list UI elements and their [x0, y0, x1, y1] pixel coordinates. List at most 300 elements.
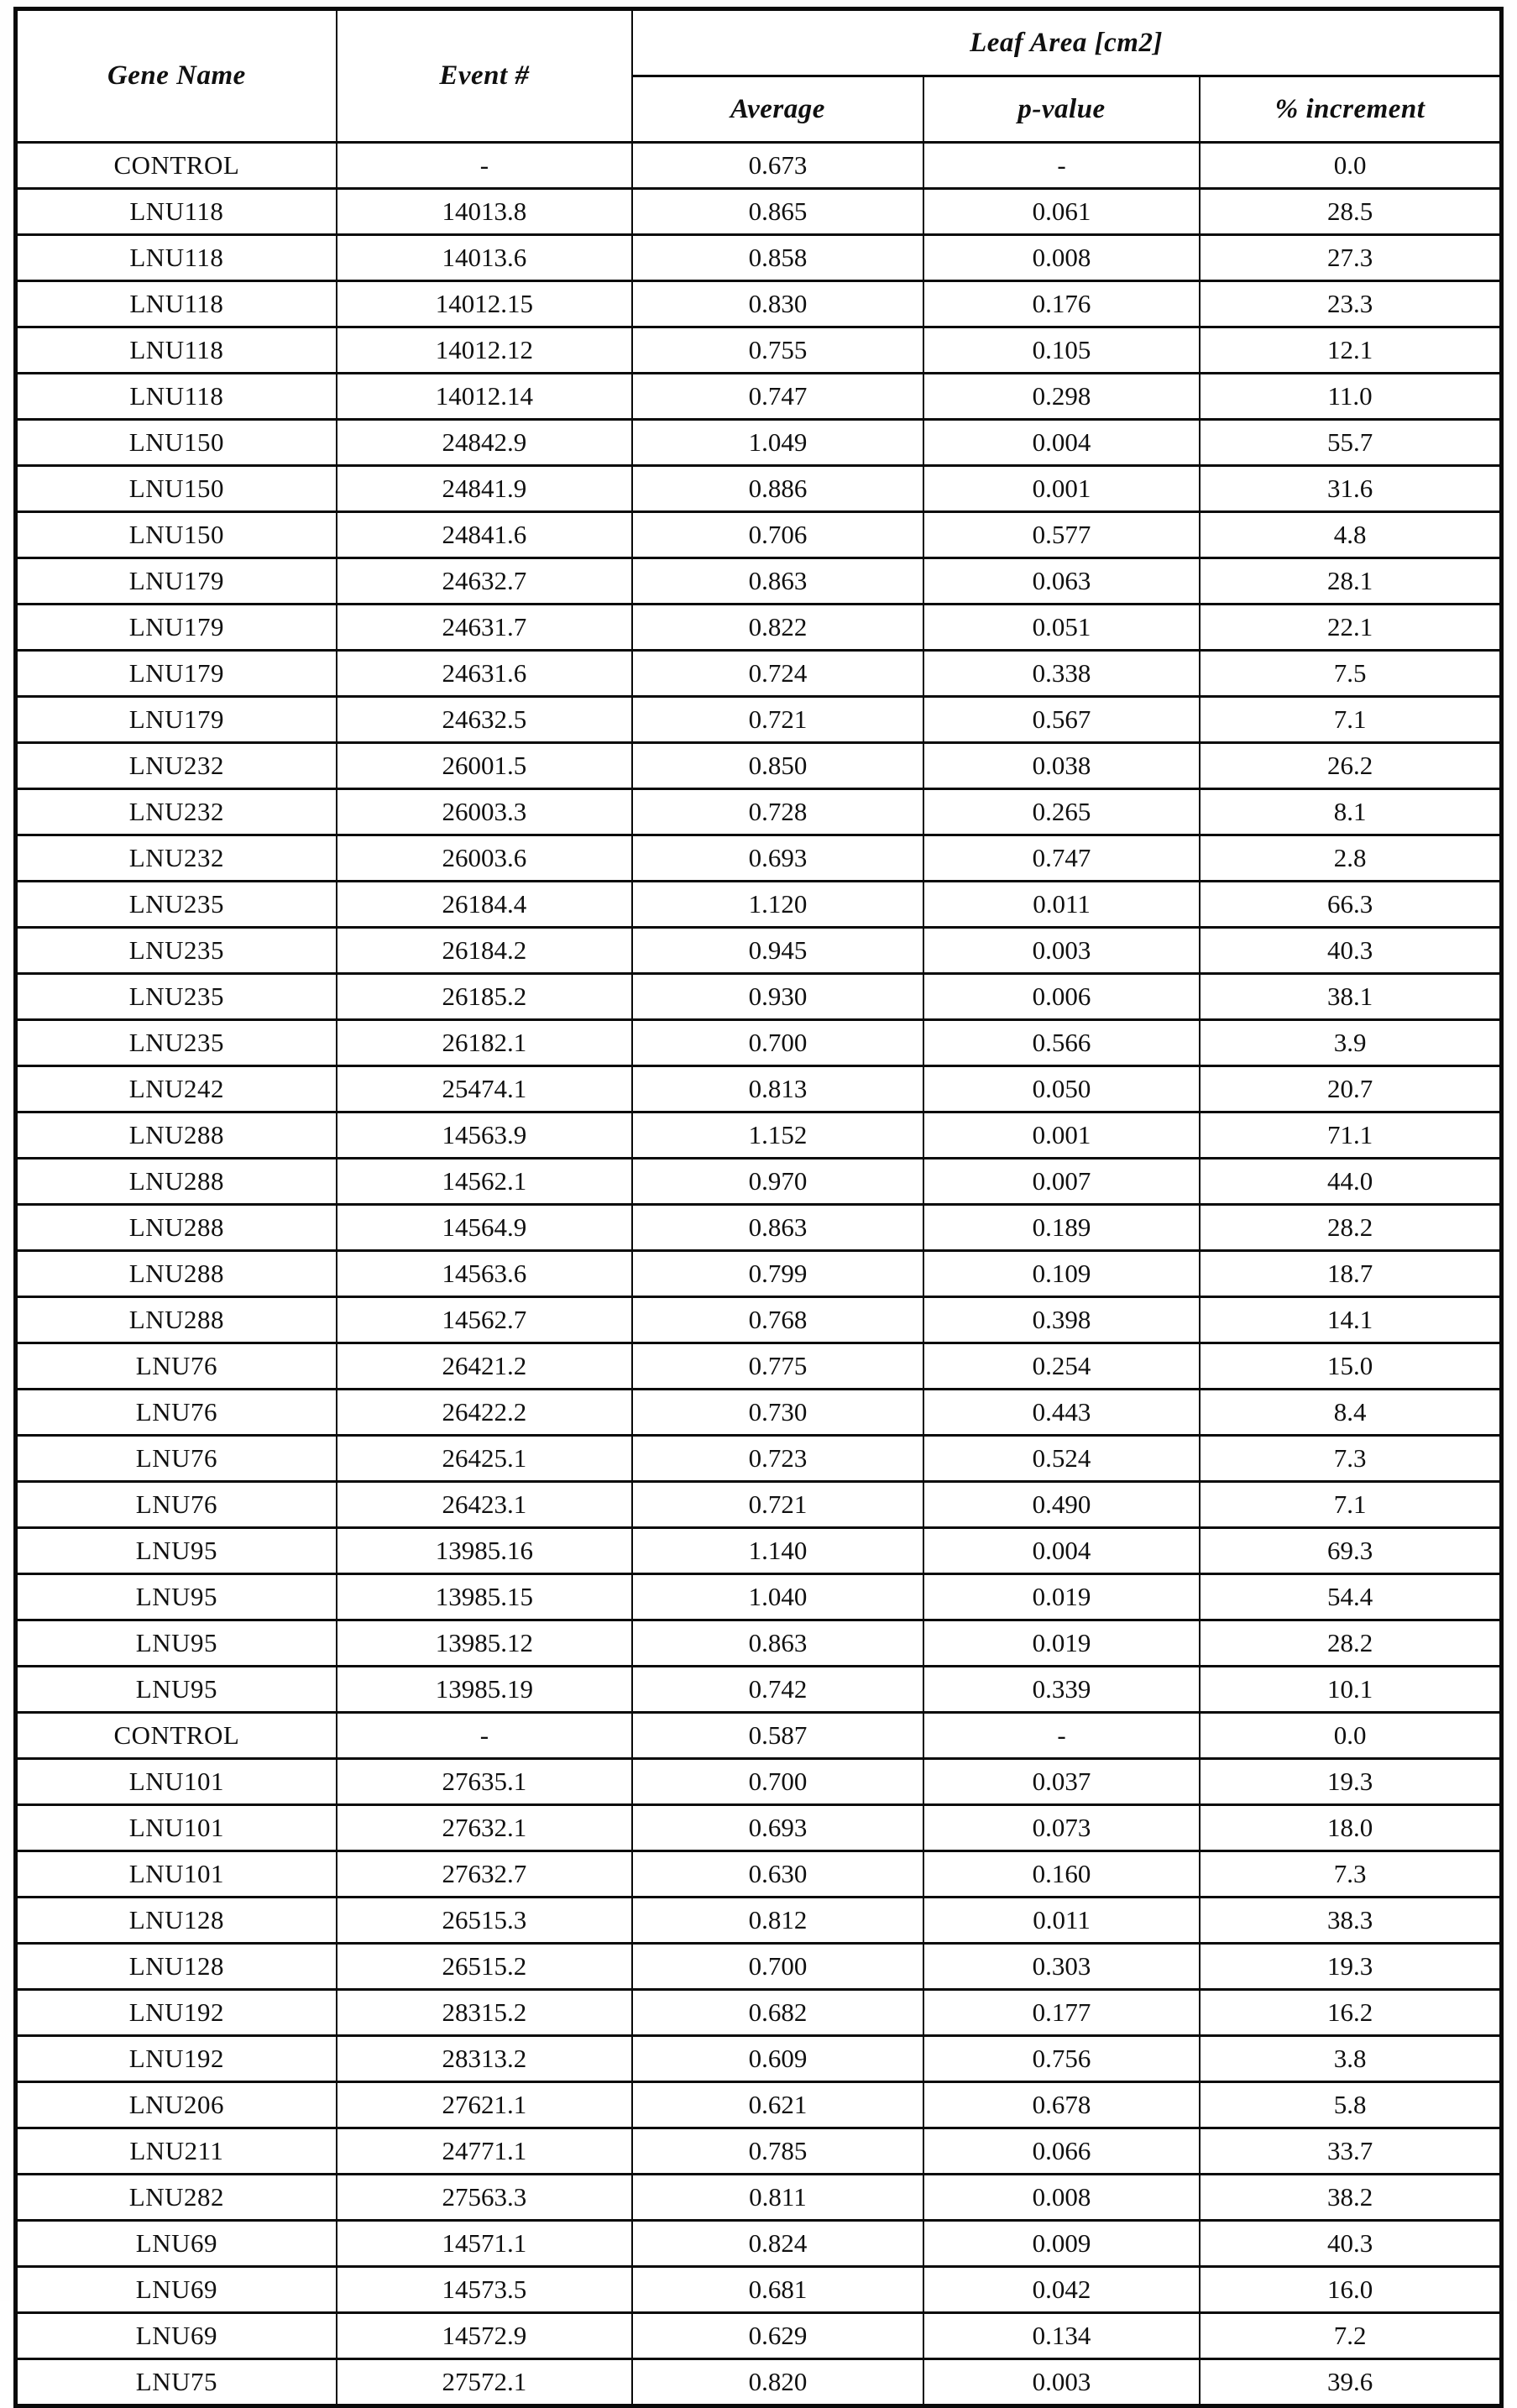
p-value-cell: 0.566 — [923, 1020, 1200, 1066]
average-cell: 0.930 — [632, 974, 923, 1020]
p-value-cell: 0.008 — [923, 235, 1200, 281]
event-cell: 26001.5 — [337, 743, 632, 789]
average-cell: 0.785 — [632, 2128, 923, 2175]
gene-name-cell: LNU76 — [16, 1390, 337, 1436]
p-value-cell: 0.051 — [923, 605, 1200, 651]
average-cell: 0.775 — [632, 1343, 923, 1390]
p-value-cell: 0.011 — [923, 882, 1200, 928]
gene-name-cell: LNU232 — [16, 743, 337, 789]
p-value-cell: 0.338 — [923, 651, 1200, 697]
average-cell: 1.152 — [632, 1112, 923, 1159]
p-value-cell: 0.577 — [923, 512, 1200, 558]
gene-name-cell: CONTROL — [16, 143, 337, 189]
gene-name-cell: LNU179 — [16, 651, 337, 697]
p-value-cell: 0.019 — [923, 1620, 1200, 1667]
average-cell: 0.768 — [632, 1297, 923, 1343]
table-row — [16, 1713, 1502, 1759]
p-value-cell: 0.678 — [923, 2082, 1200, 2128]
event-cell: 27635.1 — [337, 1759, 632, 1805]
table-row — [16, 558, 1502, 605]
increment-cell: 8.1 — [1200, 789, 1501, 835]
event-cell: 24632.7 — [337, 558, 632, 605]
gene-name-cell: LNU235 — [16, 882, 337, 928]
p-value-cell: 0.073 — [923, 1805, 1200, 1851]
gene-name-cell: LNU179 — [16, 605, 337, 651]
increment-cell: 19.3 — [1200, 1944, 1501, 1990]
gene-name-cell: LNU76 — [16, 1482, 337, 1528]
event-cell: 28313.2 — [337, 2036, 632, 2082]
average-cell: 0.755 — [632, 327, 923, 374]
average-cell: 0.673 — [632, 143, 923, 189]
average-cell: 0.724 — [632, 651, 923, 697]
increment-cell: 3.8 — [1200, 2036, 1501, 2082]
table-row — [16, 420, 1502, 466]
gene-name-cell: LNU288 — [16, 1205, 337, 1251]
table-body — [16, 143, 1502, 2406]
table-row — [16, 466, 1502, 512]
increment-cell: 0.0 — [1200, 1713, 1501, 1759]
event-cell: 26182.1 — [337, 1020, 632, 1066]
increment-cell: 38.3 — [1200, 1898, 1501, 1944]
average-cell: 0.824 — [632, 2221, 923, 2267]
p-value-cell: 0.254 — [923, 1343, 1200, 1390]
average-cell: 0.587 — [632, 1713, 923, 1759]
gene-name-cell: LNU235 — [16, 974, 337, 1020]
gene-name-cell: LNU288 — [16, 1112, 337, 1159]
event-cell: - — [337, 143, 632, 189]
increment-cell: 28.2 — [1200, 1620, 1501, 1667]
increment-cell: 55.7 — [1200, 420, 1501, 466]
increment-cell: 27.3 — [1200, 235, 1501, 281]
increment-cell: 18.7 — [1200, 1251, 1501, 1297]
increment-cell: 39.6 — [1200, 2359, 1501, 2406]
table-row — [16, 235, 1502, 281]
table-row — [16, 743, 1502, 789]
table-row — [16, 2082, 1502, 2128]
event-cell: 25474.1 — [337, 1066, 632, 1112]
event-cell: 13985.15 — [337, 1574, 632, 1620]
gene-name-cell: LNU232 — [16, 789, 337, 835]
gene-name-cell: CONTROL — [16, 1713, 337, 1759]
p-value-cell: 0.177 — [923, 1990, 1200, 2036]
table-row — [16, 1482, 1502, 1528]
average-cell: 0.830 — [632, 281, 923, 327]
average-cell: 0.629 — [632, 2313, 923, 2359]
increment-cell: 2.8 — [1200, 835, 1501, 882]
increment-cell: 66.3 — [1200, 882, 1501, 928]
increment-cell: 7.3 — [1200, 1851, 1501, 1898]
gene-name-cell: LNU288 — [16, 1159, 337, 1205]
increment-cell: 7.1 — [1200, 697, 1501, 743]
gene-name-cell: LNU282 — [16, 2175, 337, 2221]
increment-cell: 12.1 — [1200, 327, 1501, 374]
increment-cell: 3.9 — [1200, 1020, 1501, 1066]
increment-cell: 14.1 — [1200, 1297, 1501, 1343]
increment-cell: 7.5 — [1200, 651, 1501, 697]
event-cell: 26185.2 — [337, 974, 632, 1020]
increment-cell: 28.2 — [1200, 1205, 1501, 1251]
p-value-cell: 0.001 — [923, 466, 1200, 512]
gene-name-cell: LNU192 — [16, 1990, 337, 2036]
increment-cell: 40.3 — [1200, 2221, 1501, 2267]
gene-name-cell: LNU150 — [16, 512, 337, 558]
event-cell: 26425.1 — [337, 1436, 632, 1482]
average-cell: 0.863 — [632, 1620, 923, 1667]
average-cell: 0.811 — [632, 2175, 923, 2221]
col-group-header-leaf-area: Leaf Area [cm2] — [632, 9, 1501, 76]
p-value-cell: 0.038 — [923, 743, 1200, 789]
gene-name-cell: LNU242 — [16, 1066, 337, 1112]
event-cell: 26515.2 — [337, 1944, 632, 1990]
increment-cell: 16.0 — [1200, 2267, 1501, 2313]
average-cell: 0.886 — [632, 466, 923, 512]
gene-name-cell: LNU179 — [16, 558, 337, 605]
p-value-cell: 0.008 — [923, 2175, 1200, 2221]
gene-name-cell: LNU235 — [16, 1020, 337, 1066]
increment-cell: 33.7 — [1200, 2128, 1501, 2175]
event-cell: 26421.2 — [337, 1343, 632, 1390]
col-header-p-value: p-value — [923, 76, 1200, 143]
table-row — [16, 281, 1502, 327]
table-row — [16, 1528, 1502, 1574]
increment-cell: 7.2 — [1200, 2313, 1501, 2359]
table-row — [16, 189, 1502, 235]
increment-cell: 38.2 — [1200, 2175, 1501, 2221]
table-row — [16, 143, 1502, 189]
event-cell: 28315.2 — [337, 1990, 632, 2036]
event-cell: 24631.7 — [337, 605, 632, 651]
table-row — [16, 1436, 1502, 1482]
p-value-cell: 0.524 — [923, 1436, 1200, 1482]
table-row — [16, 1251, 1502, 1297]
table-row — [16, 1112, 1502, 1159]
average-cell: 0.799 — [632, 1251, 923, 1297]
average-cell: 0.693 — [632, 1805, 923, 1851]
average-cell: 0.850 — [632, 743, 923, 789]
average-cell: 0.863 — [632, 1205, 923, 1251]
gene-name-cell: LNU232 — [16, 835, 337, 882]
event-cell: 13985.19 — [337, 1667, 632, 1713]
table-row — [16, 1620, 1502, 1667]
p-value-cell: 0.265 — [923, 789, 1200, 835]
table-row — [16, 2221, 1502, 2267]
increment-cell: 18.0 — [1200, 1805, 1501, 1851]
average-cell: 0.682 — [632, 1990, 923, 2036]
p-value-cell: 0.006 — [923, 974, 1200, 1020]
table-row — [16, 1020, 1502, 1066]
table-row — [16, 1944, 1502, 1990]
average-cell: 0.945 — [632, 928, 923, 974]
average-cell: 0.865 — [632, 189, 923, 235]
p-value-cell: 0.339 — [923, 1667, 1200, 1713]
p-value-cell: 0.160 — [923, 1851, 1200, 1898]
gene-leaf-area-table — [13, 7, 1504, 2408]
p-value-cell: 0.037 — [923, 1759, 1200, 1805]
table-row — [16, 1574, 1502, 1620]
increment-cell: 71.1 — [1200, 1112, 1501, 1159]
average-cell: 0.700 — [632, 1020, 923, 1066]
p-value-cell: 0.003 — [923, 928, 1200, 974]
average-cell: 0.721 — [632, 1482, 923, 1528]
increment-cell: 44.0 — [1200, 1159, 1501, 1205]
table-header — [16, 9, 1502, 143]
increment-cell: 7.1 — [1200, 1482, 1501, 1528]
event-cell: 27563.3 — [337, 2175, 632, 2221]
event-cell: 14563.6 — [337, 1251, 632, 1297]
table-row — [16, 974, 1502, 1020]
col-header-average: Average — [632, 76, 923, 143]
increment-cell: 31.6 — [1200, 466, 1501, 512]
average-cell: 0.693 — [632, 835, 923, 882]
table-row — [16, 1205, 1502, 1251]
event-cell: 24632.5 — [337, 697, 632, 743]
average-cell: 0.728 — [632, 789, 923, 835]
increment-cell: 54.4 — [1200, 1574, 1501, 1620]
p-value-cell: 0.298 — [923, 374, 1200, 420]
average-cell: 0.858 — [632, 235, 923, 281]
table-row — [16, 2313, 1502, 2359]
gene-name-cell: LNU206 — [16, 2082, 337, 2128]
increment-cell: 23.3 — [1200, 281, 1501, 327]
gene-name-cell: LNU75 — [16, 2359, 337, 2406]
p-value-cell: 0.004 — [923, 1528, 1200, 1574]
table-row — [16, 2267, 1502, 2313]
p-value-cell: 0.756 — [923, 2036, 1200, 2082]
event-cell: 14012.12 — [337, 327, 632, 374]
table-row — [16, 789, 1502, 835]
table-row — [16, 327, 1502, 374]
gene-name-cell: LNU95 — [16, 1528, 337, 1574]
increment-cell: 40.3 — [1200, 928, 1501, 974]
p-value-cell: 0.004 — [923, 420, 1200, 466]
gene-name-cell: LNU118 — [16, 281, 337, 327]
increment-cell: 10.1 — [1200, 1667, 1501, 1713]
p-value-cell: 0.747 — [923, 835, 1200, 882]
average-cell: 0.812 — [632, 1898, 923, 1944]
table-row — [16, 1343, 1502, 1390]
gene-name-cell: LNU69 — [16, 2313, 337, 2359]
average-cell: 0.700 — [632, 1759, 923, 1805]
event-cell: 13985.16 — [337, 1528, 632, 1574]
event-cell: 14563.9 — [337, 1112, 632, 1159]
event-cell: 14562.7 — [337, 1297, 632, 1343]
gene-name-cell: LNU118 — [16, 327, 337, 374]
p-value-cell: 0.567 — [923, 697, 1200, 743]
average-cell: 0.723 — [632, 1436, 923, 1482]
p-value-cell: 0.019 — [923, 1574, 1200, 1620]
increment-cell: 28.1 — [1200, 558, 1501, 605]
table-row — [16, 697, 1502, 743]
p-value-cell: 0.490 — [923, 1482, 1200, 1528]
gene-name-cell: LNU211 — [16, 2128, 337, 2175]
average-cell: 0.813 — [632, 1066, 923, 1112]
p-value-cell: 0.061 — [923, 189, 1200, 235]
average-cell: 0.747 — [632, 374, 923, 420]
increment-cell: 0.0 — [1200, 143, 1501, 189]
p-value-cell: 0.105 — [923, 327, 1200, 374]
p-value-cell: 0.011 — [923, 1898, 1200, 1944]
col-header-event: Event # — [337, 9, 632, 143]
table-row — [16, 2359, 1502, 2406]
gene-name-cell: LNU95 — [16, 1574, 337, 1620]
average-cell: 0.863 — [632, 558, 923, 605]
event-cell: 24841.6 — [337, 512, 632, 558]
increment-cell: 38.1 — [1200, 974, 1501, 1020]
increment-cell: 26.2 — [1200, 743, 1501, 789]
p-value-cell: 0.189 — [923, 1205, 1200, 1251]
gene-name-cell: LNU288 — [16, 1297, 337, 1343]
average-cell: 0.609 — [632, 2036, 923, 2082]
p-value-cell: 0.109 — [923, 1251, 1200, 1297]
gene-name-cell: LNU101 — [16, 1805, 337, 1851]
p-value-cell: 0.066 — [923, 2128, 1200, 2175]
increment-cell: 7.3 — [1200, 1436, 1501, 1482]
increment-cell: 11.0 — [1200, 374, 1501, 420]
increment-cell: 22.1 — [1200, 605, 1501, 651]
p-value-cell: 0.050 — [923, 1066, 1200, 1112]
average-cell: 0.820 — [632, 2359, 923, 2406]
table-row — [16, 1898, 1502, 1944]
p-value-cell: 0.176 — [923, 281, 1200, 327]
average-cell: 1.140 — [632, 1528, 923, 1574]
average-cell: 0.681 — [632, 2267, 923, 2313]
event-cell: 26184.2 — [337, 928, 632, 974]
increment-cell: 15.0 — [1200, 1343, 1501, 1390]
event-cell: 13985.12 — [337, 1620, 632, 1667]
table-row — [16, 1297, 1502, 1343]
event-cell: 26003.6 — [337, 835, 632, 882]
gene-name-cell: LNU95 — [16, 1620, 337, 1667]
gene-name-cell: LNU128 — [16, 1898, 337, 1944]
increment-cell: 4.8 — [1200, 512, 1501, 558]
table-row — [16, 928, 1502, 974]
table-row — [16, 512, 1502, 558]
gene-name-cell: LNU69 — [16, 2267, 337, 2313]
average-cell: 0.721 — [632, 697, 923, 743]
gene-name-cell: LNU118 — [16, 235, 337, 281]
increment-cell: 19.3 — [1200, 1759, 1501, 1805]
gene-name-cell: LNU76 — [16, 1343, 337, 1390]
p-value-cell: 0.009 — [923, 2221, 1200, 2267]
gene-name-cell: LNU101 — [16, 1759, 337, 1805]
average-cell: 0.630 — [632, 1851, 923, 1898]
event-cell: 14571.1 — [337, 2221, 632, 2267]
increment-cell: 5.8 — [1200, 2082, 1501, 2128]
p-value-cell: - — [923, 1713, 1200, 1759]
event-cell: 24841.9 — [337, 466, 632, 512]
table-row — [16, 835, 1502, 882]
gene-name-cell: LNU69 — [16, 2221, 337, 2267]
p-value-cell: 0.443 — [923, 1390, 1200, 1436]
average-cell: 1.040 — [632, 1574, 923, 1620]
col-header-gene-name: Gene Name — [16, 9, 337, 143]
table-row — [16, 1066, 1502, 1112]
gene-name-cell: LNU118 — [16, 374, 337, 420]
p-value-cell: 0.003 — [923, 2359, 1200, 2406]
increment-cell: 28.5 — [1200, 189, 1501, 235]
gene-name-cell: LNU128 — [16, 1944, 337, 1990]
average-cell: 0.822 — [632, 605, 923, 651]
event-cell: 27632.7 — [337, 1851, 632, 1898]
gene-name-cell: LNU95 — [16, 1667, 337, 1713]
increment-cell: 69.3 — [1200, 1528, 1501, 1574]
event-cell: 14012.15 — [337, 281, 632, 327]
average-cell: 1.049 — [632, 420, 923, 466]
event-cell: 14573.5 — [337, 2267, 632, 2313]
gene-name-cell: LNU101 — [16, 1851, 337, 1898]
event-cell: 24631.6 — [337, 651, 632, 697]
event-cell: 26003.3 — [337, 789, 632, 835]
event-cell: 24842.9 — [337, 420, 632, 466]
average-cell: 1.120 — [632, 882, 923, 928]
event-cell: 26184.4 — [337, 882, 632, 928]
gene-name-cell: LNU150 — [16, 466, 337, 512]
event-cell: - — [337, 1713, 632, 1759]
average-cell: 0.730 — [632, 1390, 923, 1436]
event-cell: 14562.1 — [337, 1159, 632, 1205]
table-row — [16, 1159, 1502, 1205]
gene-name-cell: LNU118 — [16, 189, 337, 235]
table-row — [16, 2128, 1502, 2175]
average-cell: 0.700 — [632, 1944, 923, 1990]
gene-name-cell: LNU192 — [16, 2036, 337, 2082]
average-cell: 0.706 — [632, 512, 923, 558]
table-row — [16, 1851, 1502, 1898]
table-row — [16, 605, 1502, 651]
gene-name-cell: LNU150 — [16, 420, 337, 466]
event-cell: 26515.3 — [337, 1898, 632, 1944]
table-row — [16, 2175, 1502, 2221]
gene-name-cell: LNU76 — [16, 1436, 337, 1482]
p-value-cell: 0.001 — [923, 1112, 1200, 1159]
table-row — [16, 882, 1502, 928]
table-row — [16, 651, 1502, 697]
table-row — [16, 1990, 1502, 2036]
table-row — [16, 1390, 1502, 1436]
p-value-cell: - — [923, 143, 1200, 189]
table-row — [16, 1759, 1502, 1805]
table-row — [16, 1667, 1502, 1713]
event-cell: 27572.1 — [337, 2359, 632, 2406]
event-cell: 14013.6 — [337, 235, 632, 281]
increment-cell: 8.4 — [1200, 1390, 1501, 1436]
increment-cell: 16.2 — [1200, 1990, 1501, 2036]
average-cell: 0.742 — [632, 1667, 923, 1713]
p-value-cell: 0.303 — [923, 1944, 1200, 1990]
p-value-cell: 0.042 — [923, 2267, 1200, 2313]
p-value-cell: 0.398 — [923, 1297, 1200, 1343]
event-cell: 14572.9 — [337, 2313, 632, 2359]
event-cell: 26422.2 — [337, 1390, 632, 1436]
table-row — [16, 2036, 1502, 2082]
table-row — [16, 1805, 1502, 1851]
event-cell: 14013.8 — [337, 189, 632, 235]
p-value-cell: 0.007 — [923, 1159, 1200, 1205]
gene-name-cell: LNU288 — [16, 1251, 337, 1297]
average-cell: 0.621 — [632, 2082, 923, 2128]
table-row — [16, 374, 1502, 420]
event-cell: 26423.1 — [337, 1482, 632, 1528]
p-value-cell: 0.134 — [923, 2313, 1200, 2359]
gene-name-cell: LNU235 — [16, 928, 337, 974]
event-cell: 24771.1 — [337, 2128, 632, 2175]
increment-cell: 20.7 — [1200, 1066, 1501, 1112]
average-cell: 0.970 — [632, 1159, 923, 1205]
event-cell: 14012.14 — [337, 374, 632, 420]
event-cell: 27621.1 — [337, 2082, 632, 2128]
p-value-cell: 0.063 — [923, 558, 1200, 605]
col-header-increment: % increment — [1200, 76, 1501, 143]
